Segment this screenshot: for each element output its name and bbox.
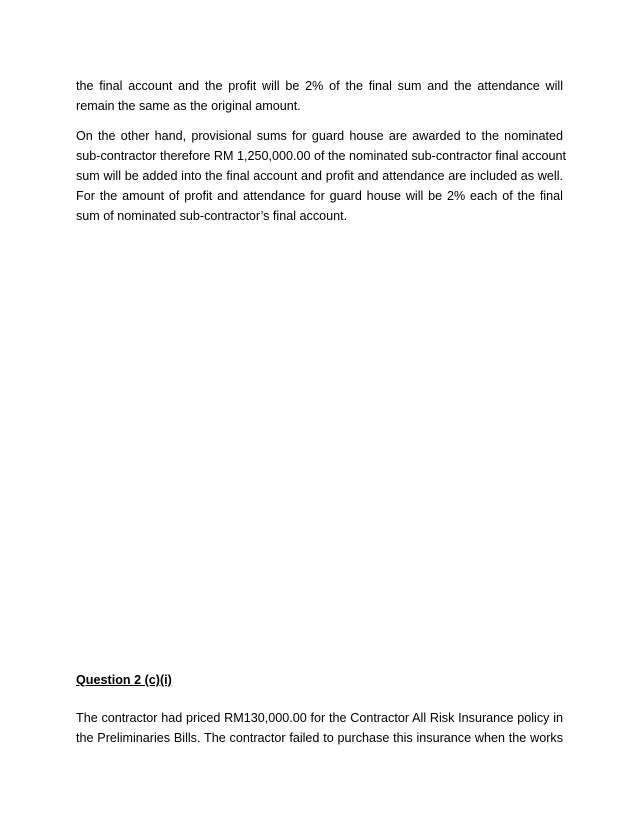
text-line: sum will be added into the final account and profit and attendance are included as well. <box>76 169 563 183</box>
text-line: sub-contractor therefore RM 1,250,000.00 of the nominated sub-contractor final account <box>76 149 567 163</box>
paragraph-insurance <box>76 708 563 748</box>
text-line: On the other hand, provisional sums for guard house are awarded to the nominated <box>76 129 563 143</box>
text-line: the final account and the profit will be 2% of the final sum and the attendance will <box>76 79 563 93</box>
text-line: remain the same as the original amount. <box>76 99 301 113</box>
text-line: the Preliminaries Bills. The contractor failed to purchase this insurance when the works <box>76 731 563 745</box>
paragraph-provisional-sums <box>76 126 567 226</box>
text-line: The contractor had priced RM130,000.00 for the Contractor All Risk Insurance policy in <box>76 711 563 725</box>
text-line: For the amount of profit and attendance for guard house will be 2% each of the final <box>76 189 563 203</box>
section-heading: Question 2 (c)(i) <box>76 673 172 687</box>
text-line: sum of nominated sub-contractor’s final account. <box>76 209 348 223</box>
paragraph-final-account-profit <box>76 76 563 116</box>
